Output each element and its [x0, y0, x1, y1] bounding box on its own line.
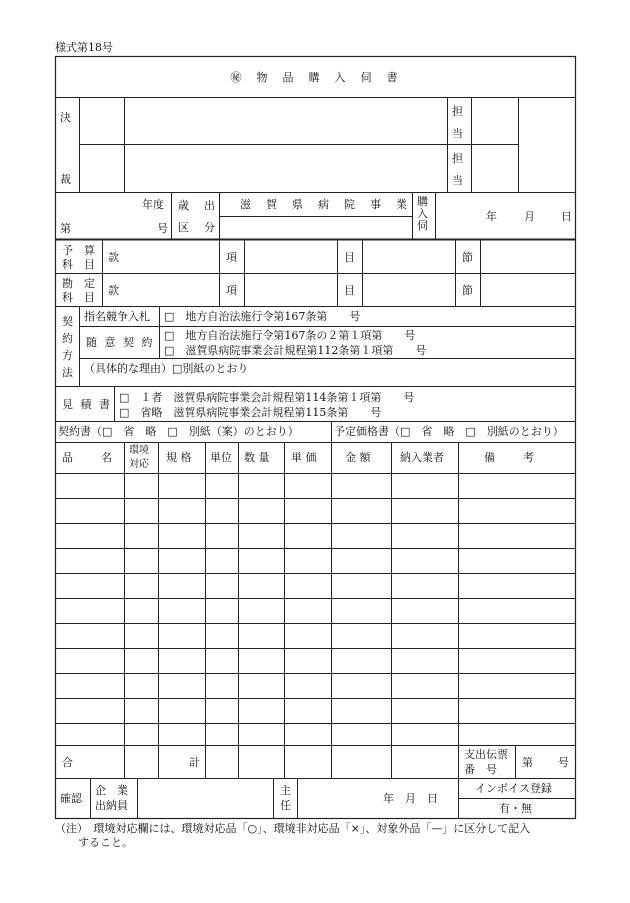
negotiated-option-2: □ 滋賀県病院事業会計規程第112条第１項第 号 — [164, 344, 427, 357]
account-label-3: 科 — [62, 291, 73, 304]
account-label-4: 目 — [84, 291, 95, 304]
account-label-1: 勘 — [62, 277, 73, 290]
negotiated-contract-label: 随 意 契 約 — [86, 336, 155, 349]
col-spec: 規 格 — [166, 451, 192, 464]
estimate-option-2: □ 省略 滋賀県病院事業会計規程第115条第 号 — [119, 406, 382, 419]
specific-reason: （具体的な理由）□別紙のとおり — [84, 362, 249, 375]
total-label-1: 合 — [62, 756, 73, 769]
moku-label-2: 目 — [344, 284, 355, 297]
budget-label-3: 科 — [62, 258, 73, 271]
budget-label-2: 算 — [84, 244, 95, 257]
account-label-2: 定 — [84, 277, 95, 290]
total-label-2: 計 — [189, 756, 200, 769]
number-prefix: 第 — [60, 222, 71, 235]
number-suffix: 号 — [157, 222, 168, 235]
voucher-label-1: 支出伝票 — [464, 748, 508, 761]
date-year: 年 — [486, 210, 497, 223]
contract-method-label-2: 約 — [62, 332, 73, 345]
note-line-2: すること。 — [78, 836, 133, 849]
voucher-prefix: 第 — [522, 756, 533, 769]
invoice-registration-label: インボイス登録 — [475, 782, 552, 795]
in-charge-label-3: 担 — [452, 152, 463, 165]
in-charge-label-2: 当 — [452, 127, 463, 140]
estimate-label: 見 積 書 — [62, 398, 112, 411]
kou-label-2: 項 — [226, 284, 237, 297]
chief-label-2: 任 — [280, 799, 291, 812]
col-amount: 金 額 — [345, 451, 371, 464]
kan-label-2: 款 — [108, 284, 119, 297]
purchase-request-label: 購入伺 — [417, 195, 428, 232]
chief-label-1: 主 — [280, 784, 291, 797]
company-label-1: 企 業 — [95, 784, 128, 797]
fiscal-year-label: 年度 — [142, 198, 164, 211]
confirmation-date: 年 月 日 — [383, 792, 438, 805]
planned-price-document: 予定価格書（□ 省 略 □ 別紙のとおり） — [334, 425, 564, 438]
col-quantity: 数 量 — [244, 451, 270, 464]
revenue-expenditure-label: 歳 出 — [178, 199, 217, 212]
contract-method-label-3: 方 — [62, 349, 73, 362]
contract-method-label-4: 法 — [62, 366, 73, 379]
note-line-1: （注） 環境対応欄には、環境対応品「○」、環境非対応品「×」、対象外品「—」に区分して記入 — [55, 822, 531, 835]
budget-label-1: 予 — [62, 244, 73, 257]
col-unit-price: 単 価 — [291, 451, 317, 464]
contract-document: 契約書（□ 省 略 □ 別紙（案）のとおり） — [58, 425, 299, 438]
kan-label: 款 — [108, 251, 119, 264]
voucher-suffix: 号 — [558, 756, 569, 769]
decision-label: 決 — [60, 111, 71, 124]
designated-bidding-text: □ 地方自治法施行令第167条第 号 — [164, 310, 361, 323]
date-month: 月 — [524, 210, 535, 223]
estimate-option-1: □ １者 滋賀県病院事業会計規程第114条第１項第 号 — [119, 391, 415, 404]
in-charge-label-4: 当 — [452, 174, 463, 187]
decision-label-2: 裁 — [60, 173, 71, 186]
category-label: 区 分 — [178, 221, 217, 234]
budget-label-4: 目 — [84, 258, 95, 271]
col-item-name: 品 名 — [62, 451, 114, 464]
kou-label: 項 — [226, 251, 237, 264]
company-label-2: 出納員 — [95, 799, 128, 812]
col-supplier: 納入業者 — [400, 451, 444, 464]
negotiated-option-1: □ 地方自治法施行令第167条の２第１項第 号 — [164, 329, 416, 342]
business-name: 滋 賀 県 病 院 事 業 — [240, 198, 409, 211]
form-title: ㊙ 物 品 購 入 伺 書 — [230, 71, 400, 84]
setsu-label-2: 節 — [462, 284, 473, 297]
col-env-2: 対応 — [129, 459, 149, 470]
date-day: 日 — [561, 210, 572, 223]
voucher-label-2: 番 号 — [464, 763, 497, 776]
form-number: 様式第18号 — [55, 41, 113, 54]
designated-bidding-label: 指名競争入札 — [84, 310, 150, 323]
in-charge-label: 担 — [452, 105, 463, 118]
col-env-1: 環境 — [129, 445, 149, 456]
invoice-yes-no: 有・無 — [499, 802, 532, 815]
moku-label: 目 — [344, 251, 355, 264]
setsu-label: 節 — [462, 251, 473, 264]
col-remarks: 備 考 — [484, 451, 536, 464]
confirmation-label: 確認 — [60, 792, 82, 805]
col-unit: 単位 — [210, 451, 232, 464]
contract-method-label-1: 契 — [62, 315, 73, 328]
